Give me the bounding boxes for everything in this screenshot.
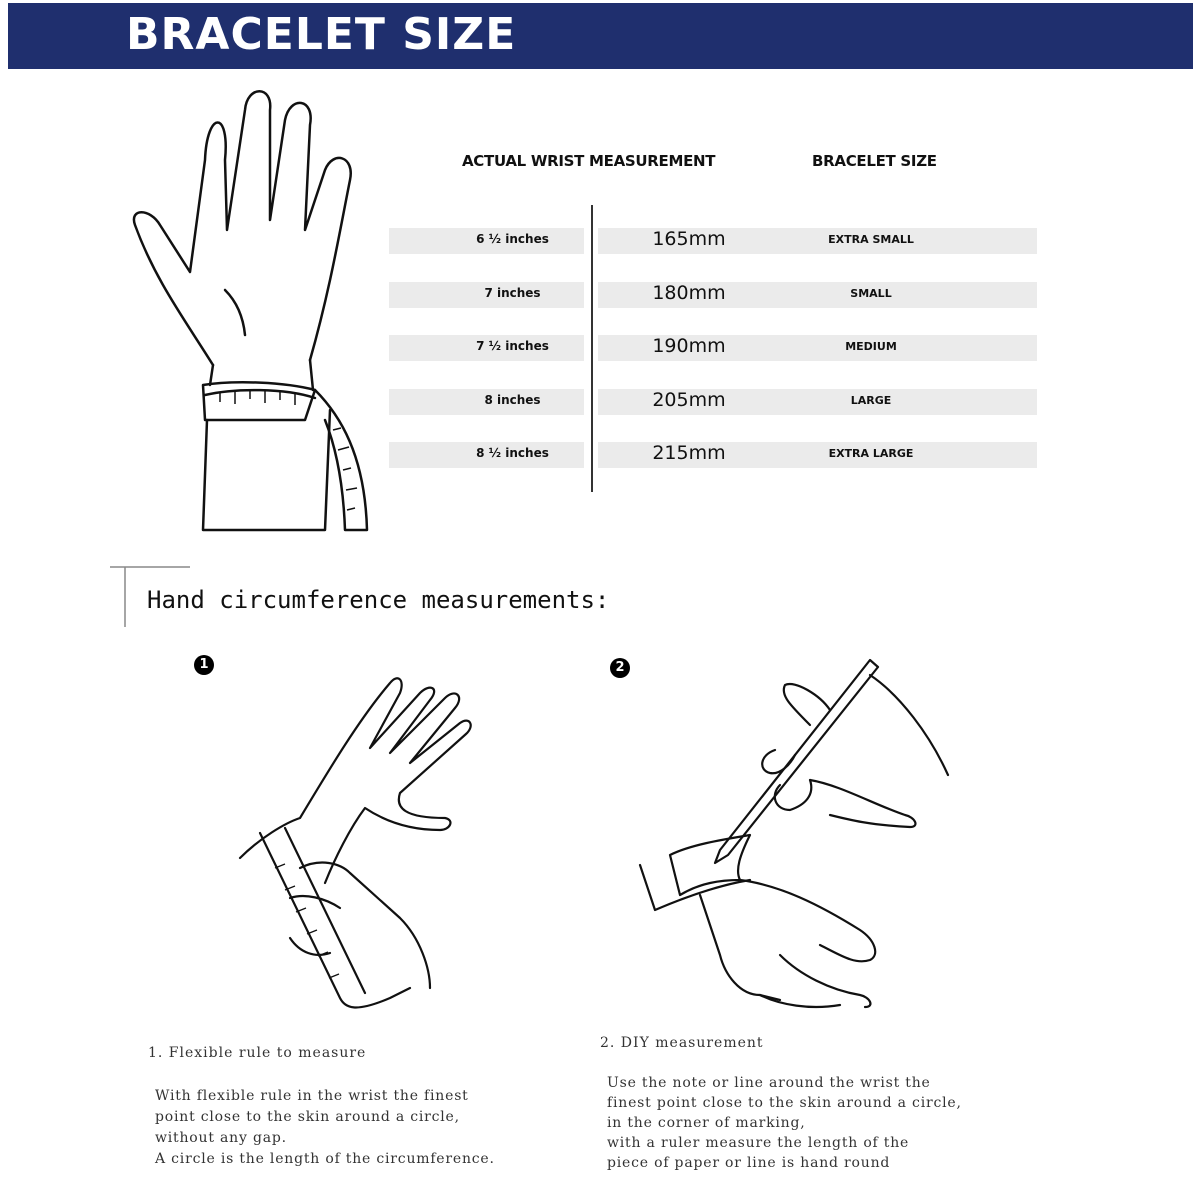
step-caption: 1. Flexible rule to measure	[148, 1045, 367, 1061]
step-number-badge: 1	[194, 655, 214, 675]
instruction-line: in the corner of marking,	[607, 1115, 806, 1131]
bracelet-size: EXTRA SMALL	[828, 233, 914, 246]
instruction-line: finest point close to the skin around a circle,	[607, 1095, 962, 1111]
wrist-mm: 190mm	[652, 335, 726, 357]
step-instructions	[155, 1086, 495, 1170]
step-instructions	[607, 1073, 962, 1173]
instruction-line: With flexible rule in the wrist the finest	[155, 1088, 469, 1104]
header-banner	[8, 3, 1193, 69]
table-divider	[591, 205, 593, 492]
bracelet-size: MEDIUM	[845, 340, 897, 353]
column-header-bracelet-size: BRACELET SIZE	[812, 152, 937, 170]
size-row	[389, 442, 1037, 468]
instruction-line: piece of paper or line is hand round	[607, 1155, 891, 1171]
bracelet-size: LARGE	[850, 394, 892, 407]
section-title: Hand circumference measurements:	[147, 586, 610, 614]
wrist-inches: 7 ½ inches	[476, 339, 549, 353]
instruction-line: with a ruler measure the length of the	[607, 1135, 910, 1151]
wrist-mm: 180mm	[652, 282, 726, 304]
size-row	[389, 282, 1037, 308]
size-row	[389, 389, 1037, 415]
wrist-mm: 205mm	[652, 389, 726, 411]
wrist-mm: 215mm	[652, 442, 726, 464]
instruction-line: Use the note or line around the wrist the	[607, 1075, 931, 1091]
hand-with-tape-illustration	[125, 90, 375, 540]
wrist-inches: 6 ½ inches	[476, 232, 549, 246]
step-caption: 2. DIY measurement	[600, 1035, 764, 1051]
flexible-rule-illustration	[230, 668, 490, 1028]
wrist-inches: 7 inches	[484, 286, 541, 300]
size-row	[389, 228, 1037, 254]
wrist-inches: 8 inches	[484, 393, 541, 407]
diy-measurement-illustration	[630, 655, 960, 1015]
instruction-line: point close to the skin around a circle,	[155, 1109, 460, 1125]
instruction-line: without any gap.	[155, 1130, 287, 1146]
wrist-mm: 165mm	[652, 228, 726, 250]
bracelet-size: EXTRA LARGE	[828, 447, 914, 460]
page-title: BRACELET SIZE	[126, 9, 517, 60]
step-number-badge: 2	[610, 658, 630, 678]
size-row	[389, 335, 1037, 361]
bracelet-size: SMALL	[850, 287, 892, 300]
column-header-wrist: ACTUAL WRIST MEASUREMENT	[462, 152, 716, 170]
wrist-inches: 8 ½ inches	[476, 446, 549, 460]
instruction-line: A circle is the length of the circumference.	[155, 1151, 495, 1167]
